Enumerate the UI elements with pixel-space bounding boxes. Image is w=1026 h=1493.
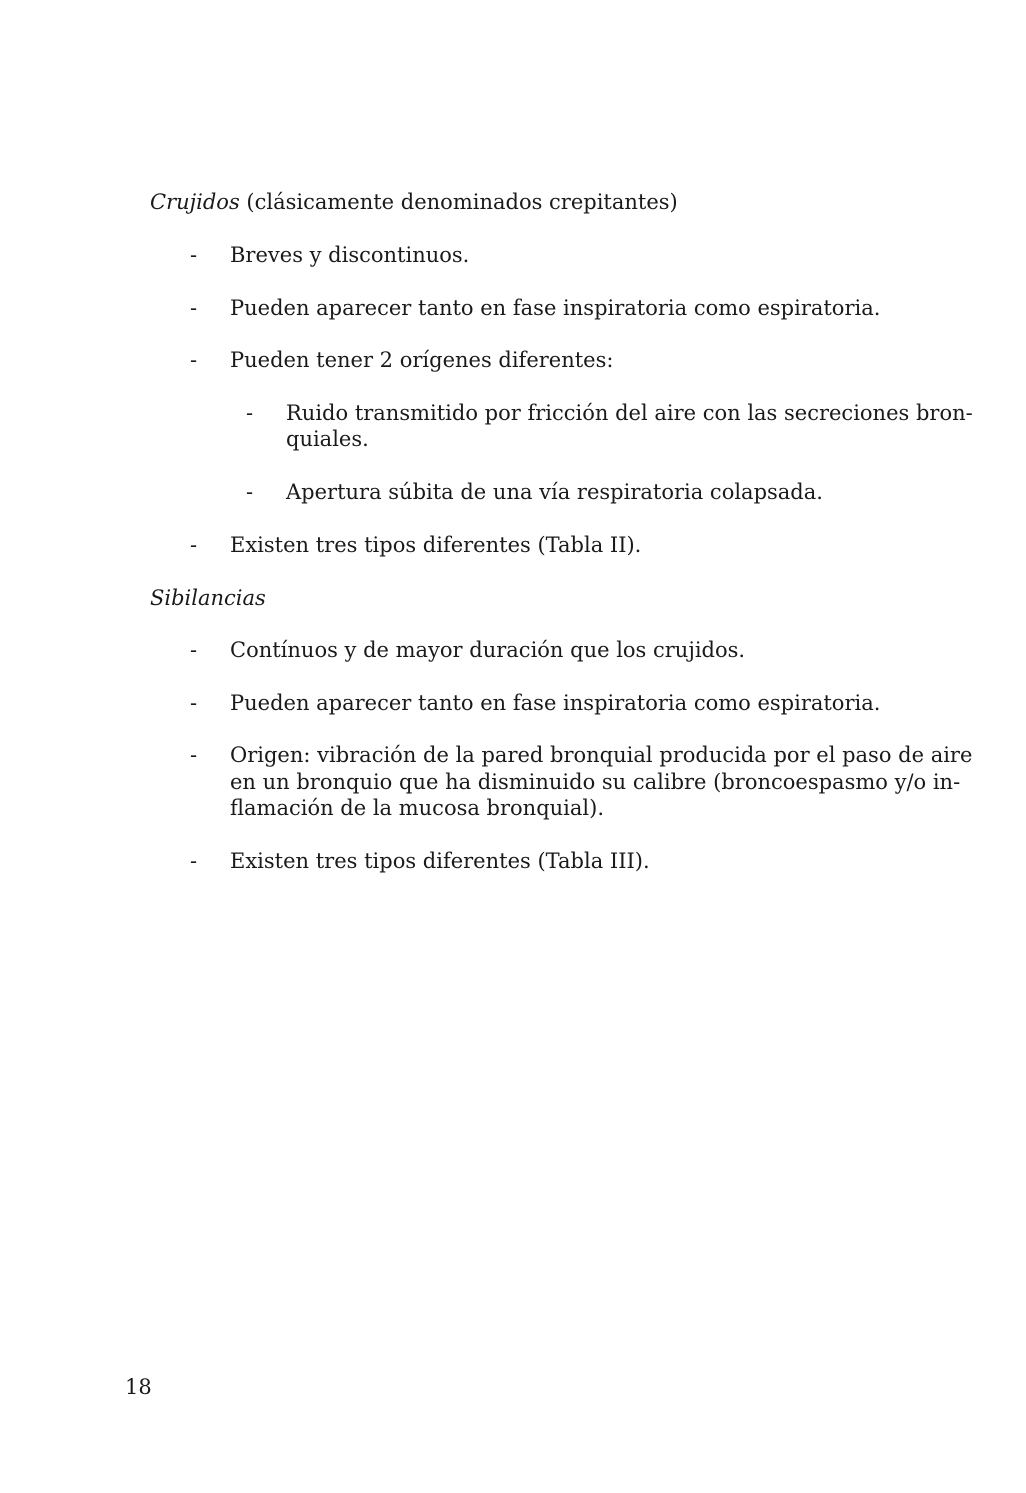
list-bullet: - — [190, 348, 198, 372]
list-item-line: en un bronquio que ha disminuido su calibre (broncoespasmo y/o in- — [230, 770, 961, 794]
list-item: Existen tres tipos diferentes (Tabla II). — [230, 533, 642, 557]
list-bullet: - — [190, 691, 198, 715]
crujidos-subtitle: (clásicamente denominados crepitantes) — [239, 190, 678, 214]
page-number: 18 — [125, 1375, 152, 1399]
list-item: Existen tres tipos diferentes (Tabla III). — [230, 849, 650, 873]
list-item: Breves y discontinuos. — [230, 243, 470, 267]
sublist-bullet: - — [246, 401, 254, 425]
list-item: Pueden tener 2 orígenes diferentes: — [230, 348, 614, 372]
sublist-item-line: quiales. — [286, 427, 369, 451]
list-bullet: - — [190, 533, 198, 557]
list-bullet: - — [190, 296, 198, 320]
list-bullet: - — [190, 743, 198, 767]
sublist-item-line: Apertura súbita de una vía respiratoria colapsada. — [286, 480, 823, 504]
sublist-bullet: - — [246, 480, 254, 504]
list-item: Pueden aparecer tanto en fase inspiratoria como espiratoria. — [230, 691, 881, 715]
list-bullet: - — [190, 638, 198, 662]
list-bullet: - — [190, 849, 198, 873]
crujidos-title: Crujidos — [150, 190, 240, 214]
sublist-item-line: Ruido transmitido por fricción del aire con las secreciones bron- — [286, 401, 973, 425]
list-item-line: Origen: vibración de la pared bronquial producida por el paso de aire — [230, 743, 973, 767]
list-item: Pueden aparecer tanto en fase inspiratoria como espiratoria. — [230, 296, 881, 320]
list-item: Contínuos y de mayor duración que los crujidos. — [230, 638, 746, 662]
list-item-line: flamación de la mucosa bronquial). — [230, 796, 604, 820]
sibilancias-heading: Sibilancias — [150, 586, 266, 610]
list-bullet: - — [190, 243, 198, 267]
crujidos-heading — [150, 189, 678, 215]
